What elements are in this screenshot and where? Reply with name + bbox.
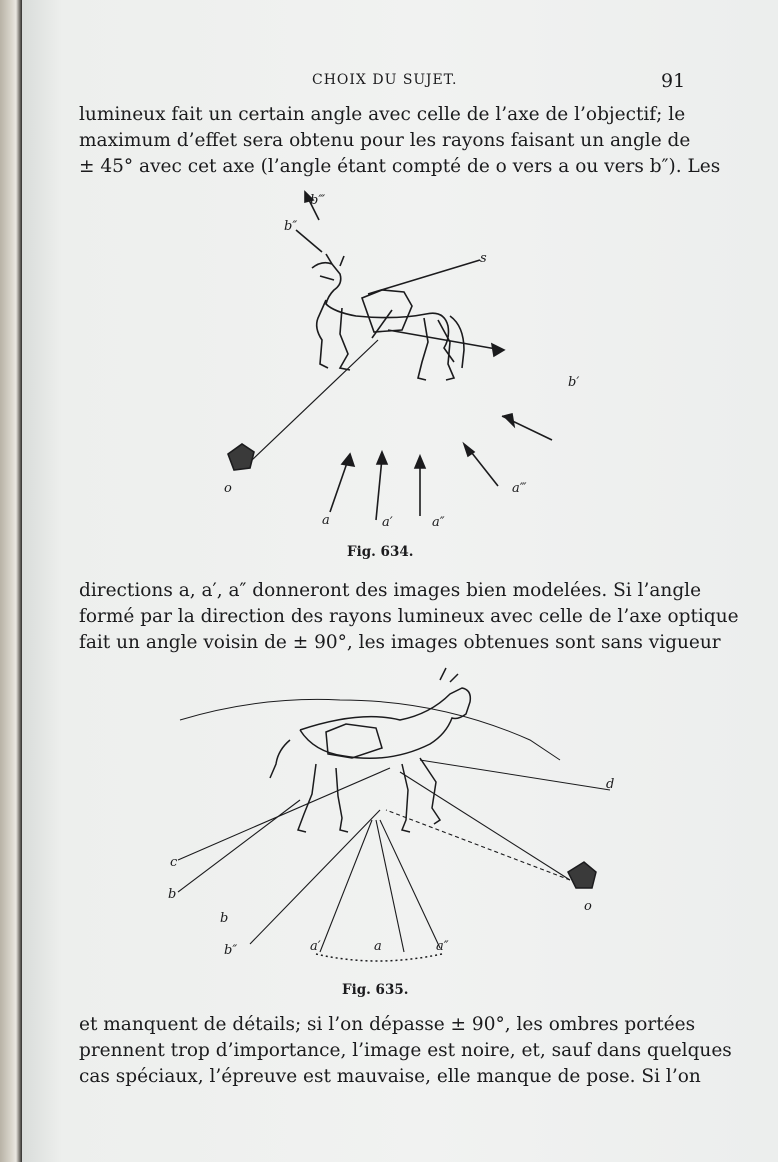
paragraph-2 [79, 578, 739, 656]
label-b2: b″ [224, 943, 238, 958]
horse-illustration [312, 254, 464, 380]
figure-634 [192, 190, 712, 530]
neighbor-page-edge [0, 0, 22, 1162]
label-a1: a′ [382, 515, 393, 530]
text-line: cas spéciaux, l’épreuve est mauvaise, elle manque de pose. Si l’on [79, 1066, 701, 1087]
figure-635 [140, 660, 660, 970]
label-d: d [606, 777, 615, 792]
label-o: o [224, 481, 232, 496]
text-line: lumineux fait un certain angle avec celle de l’axe de l’objectif; le [79, 104, 686, 125]
text-line: fait un angle voisin de ± 90°, les images obtenues sont sans vigueur [79, 632, 721, 653]
text-line: prennent trop d’importance, l’image est noire, et, sauf dans quelques [79, 1040, 732, 1061]
label-b3: b‴ [310, 193, 326, 208]
figure-635-caption: Fig. 635. [342, 982, 409, 998]
label-a: a [374, 939, 382, 954]
paragraph-1 [79, 102, 721, 180]
figure-634-caption: Fig. 634. [347, 544, 414, 560]
label-a2: a″ [436, 939, 449, 954]
text-line: formé par la direction des rayons lumineux avec celle de l’axe optique [79, 606, 739, 627]
horse-illustration [180, 668, 560, 832]
label-c: c [170, 855, 178, 870]
label-a1: a′ [310, 939, 321, 954]
page-number: 91 [661, 70, 686, 92]
running-head: CHOIX DU SUJET. [312, 72, 458, 88]
label-b2: b″ [284, 219, 298, 234]
label-a2: a″ [432, 515, 445, 530]
paragraph-3 [79, 1012, 732, 1090]
label-a: a [322, 513, 330, 528]
text-line: maximum d’effet sera obtenu pour les rayons faisant un angle de [79, 130, 691, 151]
text-line: directions a, a′, a″ donneront des images bien modelées. Si l’angle [79, 580, 702, 601]
label-s: s [480, 251, 487, 266]
book-page [22, 0, 778, 1162]
label-b: b [168, 887, 177, 902]
label-o: o [584, 899, 592, 914]
text-line: ± 45° avec cet axe (l’angle étant compté de o vers a ou vers b″). Les [79, 156, 721, 177]
label-a3: a‴ [512, 481, 527, 496]
label-b1: b′ [568, 375, 580, 390]
text-line: et manquent de détails; si l’on dépasse ± 90°, les ombres portées [79, 1014, 696, 1035]
label-b-inner: b [220, 911, 229, 926]
